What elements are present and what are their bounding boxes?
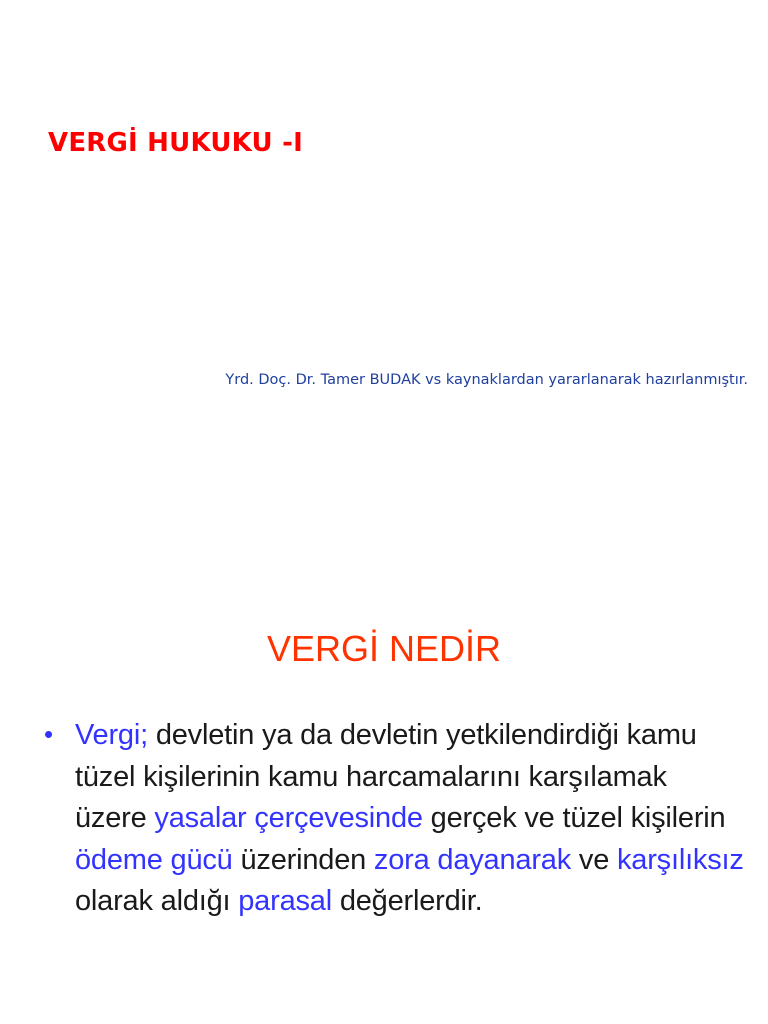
- bullet-list: [44, 715, 744, 923]
- text-segment: olarak aldığı: [75, 885, 239, 917]
- highlight-term: zora dayanarak: [373, 843, 572, 876]
- text-segment: ve: [571, 843, 617, 876]
- highlight-term: ödeme gücü: [75, 843, 233, 876]
- highlight-term: yasalar çerçevesinde: [154, 802, 423, 834]
- text-segment: gerçek ve tüzel kişilerin: [422, 802, 726, 834]
- text-segment: devletin ya da devletin yetkilendirdiği kamu tüzel kişilerinin kamu harcamalarını karşılamak üzere: [75, 719, 697, 834]
- slide-title: VERGİ HUKUKU -I: [48, 128, 303, 158]
- text-segment: değerlerdir.: [331, 885, 483, 917]
- highlight-term: parasal: [238, 885, 332, 917]
- text-segment: üzerinden: [232, 843, 374, 876]
- slide-subtitle: Yrd. Doç. Dr. Tamer BUDAK vs kaynaklardan yararlanarak hazırlanmıştır.: [225, 372, 748, 388]
- slide-title: VERGİ NEDİR: [266, 628, 502, 669]
- bullet-item: [75, 715, 744, 923]
- highlight-term: karşılıksız: [616, 843, 744, 876]
- bullet-icon: •: [44, 719, 54, 749]
- highlight-term: Vergi;: [75, 719, 148, 751]
- slide-2: [0, 512, 768, 1024]
